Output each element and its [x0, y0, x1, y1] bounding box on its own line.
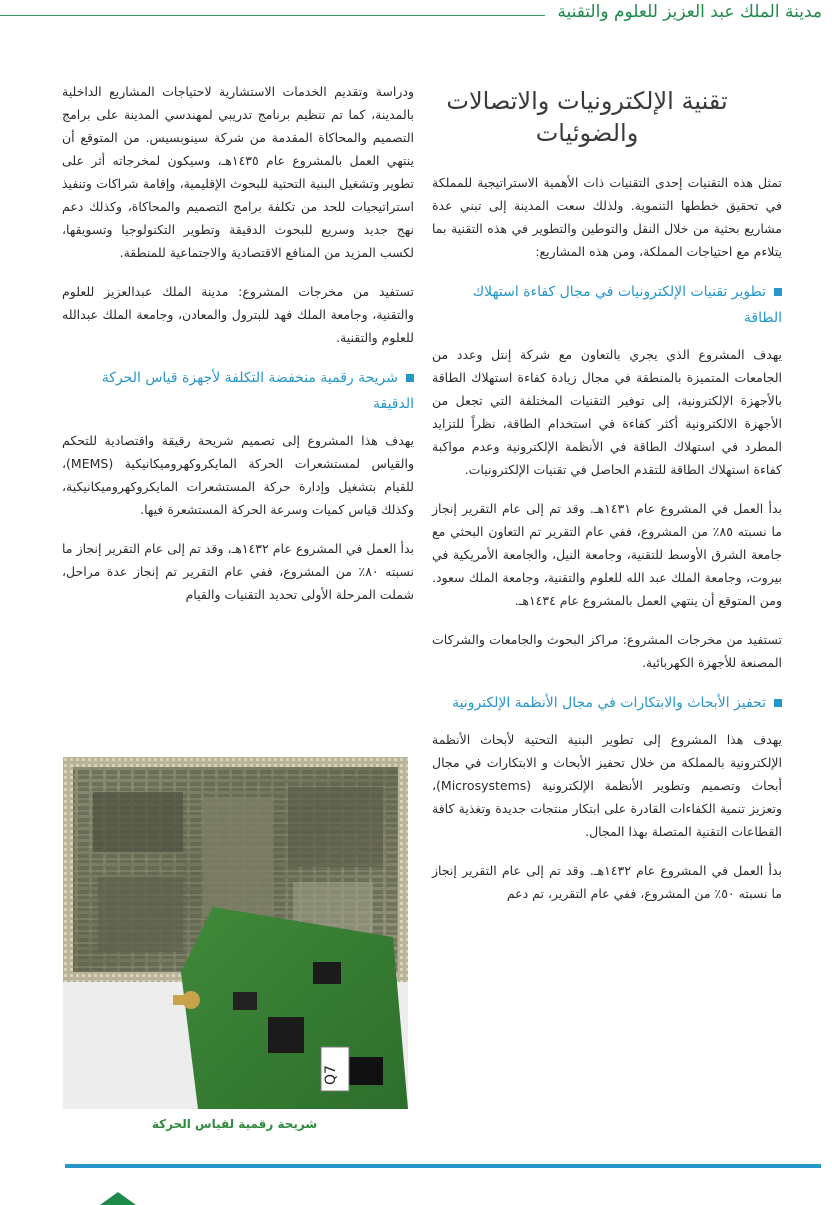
chip-board-illustration [63, 757, 408, 1109]
section-heading-text: شريحة رقمية منخفضة التكلفة لأجهزة قياس الحركة الدقيقة [101, 370, 414, 412]
right-column [432, 80, 782, 921]
energy-paragraph-3: تستفيد من مخرجات المشروع: مراكز البحوث والجامعات والشركات المصنعة للأجهزة الكهربائية. [432, 632, 782, 670]
left-column [62, 80, 414, 622]
header-rule [0, 15, 545, 16]
motion-paragraph-1: يهدف هذا المشروع إلى تصميم شريحة رقيقة واقتصادية للتحكم والقياس لمستشعرات الحركة المايكروكهروميكانيكية (MEMS)، للقيام بتشغيل وإدارة حركة المستشعرات المايكروكهروميكانيكية، وكذلك قياس كميات وسرعة الحركة المستشعرة فيها. [62, 433, 414, 517]
header-title: مدينة الملك عبد العزيز للعلوم والتقنية [557, 2, 822, 22]
page-header [0, 0, 832, 30]
energy-paragraph-2: بدأ العمل في المشروع عام ١٤٣١هـ. وقد تم إلى عام التقرير إنجاز ما نسبته ٨٥٪ من المشروع، ففي عام التقرير تم التعاون البحثي مع جامعة الشرق الأوسط للتقنية، وجامعة النيل، والجامعة الأمريكية في بيروت، وجامعة الملك عبد الله للعلوم والتقنية، وجامعة الملك سعود. ومن المتوقع أن ينتهي العمل بالمشروع عام ١٤٣٤هـ. [432, 501, 782, 608]
intro-paragraph: تمثل هذه التقنيات إحدى التقنيات ذات الأهمية الاستراتيجية للمملكة في تحقيق خططها التنموية. ولذلك سعت المدينة إلى تبني عدة مشاريع بحثية من خلال النقل والتوطين والتطوير في هذه التقنية بما يتلاءم مع احتياجات المملكة، ومن هذه المشاريع: [432, 175, 782, 259]
section-heading-energy-efficiency [432, 279, 782, 331]
section-heading-electronic-systems [432, 690, 782, 716]
continuation-paragraph: ودراسة وتقديم الخدمات الاستشارية لاحتياجات المشاريع الداخلية بالمدينة، كما تم تنظيم برنامج تدريبي لمهندسي المدينة على برامج التصميم والمحاكاة المقدمة من شركة سينوبسيس. من المتوقع أن ينتهي العمل بالمشروع عام ١٤٣٥هـ، وسيكون لمخرجاته أثر على تطوير وتشغيل البنية التحتية للبحوث الإقليمية، وإقامة شراكات وتنفيذ استراتيجيات للحد من تكلفة برامج التصميم والمحاكاة، وكذلك دعم نهج جديد وسريع للبحوث الدقيقة وتطوير التكنولوجيا وتسويقها، لكسب المزيد من المنافع الاقتصادية والاجتماعية للمنطقة. [62, 84, 414, 260]
footer-rule [65, 1164, 821, 1168]
motion-paragraph-2: بدأ العمل في المشروع عام ١٤٣٢هـ، وقد تم إلى عام التقرير إنجاز ما نسبته ٨٠٪ من المشروع، ففي عام التقرير تم إنجاز عدة مراحل، شملت المرحلة الأولى تحديد التقنيات والقيام [62, 541, 414, 602]
square-bullet-icon [774, 288, 782, 296]
square-bullet-icon [774, 699, 782, 707]
section-heading-text: تطوير تقنيات الإلكترونيات في مجال كفاءة استهلاك الطاقة [472, 284, 782, 326]
footer-arrow-icon [100, 1192, 136, 1205]
chip-board-photo [63, 757, 408, 1109]
photo-caption: شريحة رقمية لقياس الحركة [151, 1117, 318, 1131]
article-title: تقنية الإلكترونيات والاتصالات والضوئيات [446, 87, 728, 147]
section-heading-motion-chip [62, 365, 414, 417]
energy-paragraph-1: يهدف المشروع الذي يجري بالتعاون مع شركة إنتل وعدد من الجامعات المتميزة بالمنطقة في مجال زيادة كفاءة استهلاك الطاقة بالأجهزة الإلكترونية، إلى توفير التقنيات المختلفة التي تجعل من الأجهزة الالكترونية أكثر كفاءة في استخدام الطاقة، نظراً للتزايد المطرد في استهلاك الطاقة في الأنظمة الإلكترونية وعدم مواكبة كفاءة استهلاك الطاقة للتقدم الحاصل في تقنيات الإلكترونيات. [432, 347, 782, 477]
systems-paragraph-2: بدأ العمل في المشروع عام ١٤٣٢هـ. وقد تم إلى عام التقرير إنجاز ما نسبته ٥٠٪ من المشروع، ففي عام التقرير، تم دعم [432, 863, 782, 901]
square-bullet-icon [406, 374, 414, 382]
section-heading-text: تحفيز الأبحاث والابتكارات في مجال الأنظمة الإلكترونية [452, 695, 766, 711]
board-label: Q7 [323, 1065, 339, 1085]
beneficiaries-paragraph: تستفيد من مخرجات المشروع: مدينة الملك عبدالعزيز للعلوم والتقنية، وجامعة الملك فهد للبترول والمعادن، وجامعة الملك عبدالله للعلوم والتقنية. [62, 284, 414, 345]
systems-paragraph-1: يهدف هذا المشروع إلى تطوير البنية التحتية لأبحاث الأنظمة الإلكترونية بالمملكة من خلال تحفيز الأبحاث و الابتكارات في مجال أبحاث وتصميم وتطوير الأنظمة الإلكترونية (Microsystems)، وتعزيز تنمية الكفاءات القادرة على ابتكار منتجات جديدة وتغذية كافة القطاعات التقنية المتصلة بهذا المجال. [432, 732, 782, 839]
